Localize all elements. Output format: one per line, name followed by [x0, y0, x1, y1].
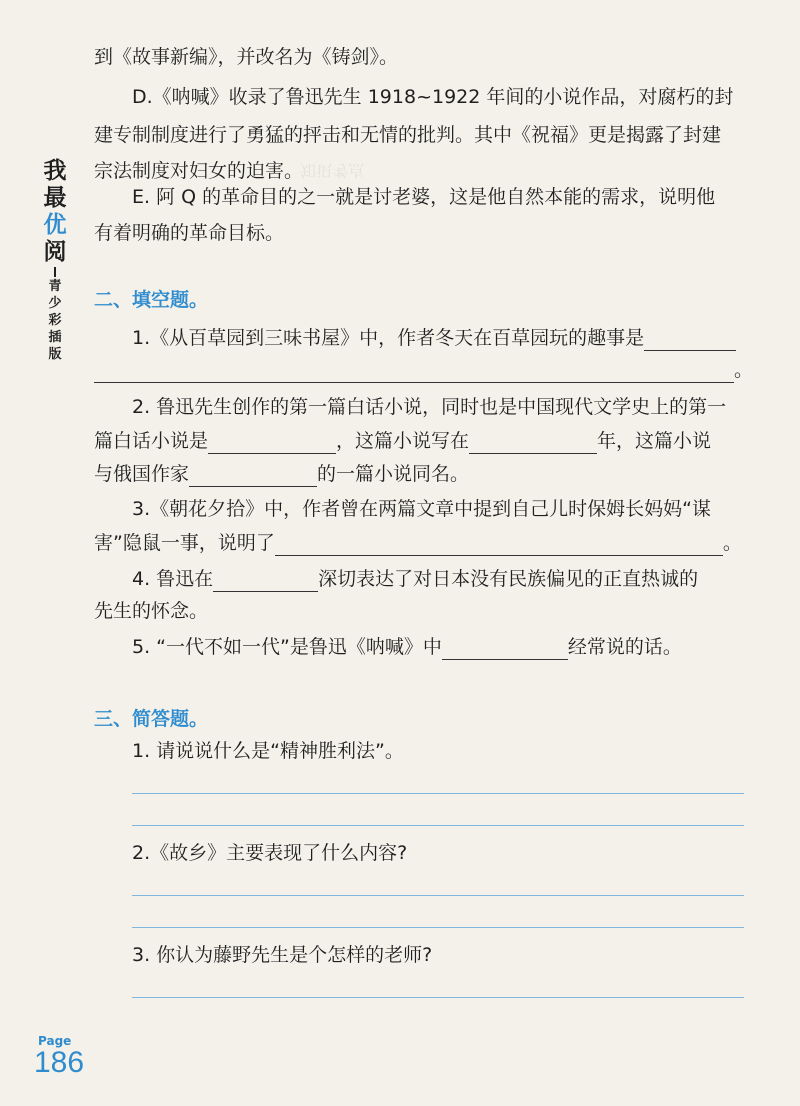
- fill-q2-line-1: 2. 鲁迅先生创作的第一篇白话小说，同时也是中国现代文学史上的第一: [132, 396, 727, 418]
- fill-q2-blank-author[interactable]: [189, 466, 317, 487]
- option-e-line-2: 有着明确的革命目标。: [94, 222, 285, 244]
- short-answer-heading: 三、简答题。: [94, 708, 209, 730]
- fill-q4-line-2: 先生的怀念。: [94, 600, 209, 622]
- fill-q2-text-e: 的一篇小说同名。: [317, 463, 470, 485]
- brand-sub-char: 版: [48, 347, 62, 362]
- side-brand: [42, 158, 68, 363]
- brand-sub-char: 青: [48, 279, 62, 294]
- fill-q5-text-b: 经常说的话。: [567, 636, 682, 658]
- fill-q4-line-1: [132, 566, 698, 592]
- short-q1: 1. 请说说什么是“精神胜利法”。: [132, 740, 404, 762]
- option-d-line-1: D.《呐喊》收录了鲁迅先生 1918~1922 年间的小说作品，对腐朽的封: [132, 86, 734, 108]
- option-d-line-2: 建专制制度进行了勇猛的抨击和无情的批判。其中《祝福》更是揭露了封建: [94, 124, 722, 146]
- page-number: 186: [34, 1046, 85, 1079]
- brand-divider: [54, 267, 56, 277]
- bleed-through-text: 知识考点: [300, 161, 365, 180]
- fill-q2-blank-title[interactable]: [208, 433, 336, 454]
- brand-char: 阅: [43, 239, 67, 265]
- short-q3: 3. 你认为藤野先生是个怎样的老师?: [132, 944, 433, 966]
- fill-q2-text-b: ，这篇小说写在: [336, 430, 470, 452]
- short-q1-answer-line-1[interactable]: [132, 793, 744, 794]
- fill-q1-blank-b[interactable]: [94, 362, 734, 383]
- brand-char: 我: [43, 158, 67, 184]
- fill-q1-text: 1.《从百草园到三味书屋》中，作者冬天在百草园玩的趣事是: [132, 327, 645, 349]
- fill-q4-text-b: 深切表达了对日本没有民族偏见的正直热诚的: [318, 568, 699, 590]
- fill-q4-blank[interactable]: [213, 571, 318, 592]
- short-q2-answer-line-1[interactable]: [132, 895, 744, 896]
- fill-q4-text-a: 4. 鲁迅在: [132, 568, 214, 590]
- fill-q2-line-2: [94, 428, 711, 454]
- fill-q3-end: 。: [722, 532, 742, 554]
- short-q1-answer-line-2[interactable]: [132, 825, 744, 826]
- fill-q5-text-a: 5. “一代不如一代”是鲁迅《呐喊》中: [132, 636, 442, 658]
- fill-q1-line-2: [94, 357, 753, 383]
- option-e-line-1: E. 阿 Q 的革命目的之一就是讨老婆，这是他自然本能的需求，说明他: [132, 186, 716, 208]
- page-label: Page: [38, 1034, 72, 1048]
- brand-char: 最: [43, 185, 67, 211]
- fill-q3-line-2: [94, 530, 742, 556]
- option-continuation: 到《故事新编》，并改名为《铸剑》。: [94, 46, 399, 68]
- fill-q2-blank-year[interactable]: [469, 433, 597, 454]
- short-q3-answer-line-1[interactable]: [132, 997, 744, 998]
- fill-q5-line: [132, 634, 682, 660]
- fill-q1-end: 。: [734, 359, 754, 381]
- fill-q2-text-d: 与俄国作家: [94, 463, 190, 485]
- fill-q5-blank[interactable]: [442, 639, 568, 660]
- fill-blank-heading: 二、填空题。: [94, 289, 209, 311]
- short-q2-answer-line-2[interactable]: [132, 927, 744, 928]
- fill-q3-text: 害”隐鼠一事，说明了: [94, 532, 275, 554]
- fill-q3-line-1: 3.《朝花夕拾》中，作者曾在两篇文章中提到自己儿时保姆长妈妈“谋: [132, 498, 711, 520]
- fill-q2-text-c: 年，这篇小说: [597, 430, 712, 452]
- brand-sub-char: 插: [48, 330, 62, 345]
- brand-char: 优: [43, 212, 67, 238]
- fill-q1-line-1: [132, 325, 736, 351]
- brand-sub-char: 少: [48, 296, 62, 311]
- fill-q1-blank-a[interactable]: [644, 330, 736, 351]
- fill-q2-line-3: [94, 461, 469, 487]
- fill-q3-blank[interactable]: [275, 535, 723, 556]
- brand-sub-char: 彩: [48, 313, 62, 328]
- fill-q2-text-a: 篇白话小说是: [94, 430, 209, 452]
- option-d-line-3: 宗法制度对妇女的迫害。: [94, 160, 304, 182]
- short-q2: 2.《故乡》主要表现了什么内容?: [132, 842, 408, 864]
